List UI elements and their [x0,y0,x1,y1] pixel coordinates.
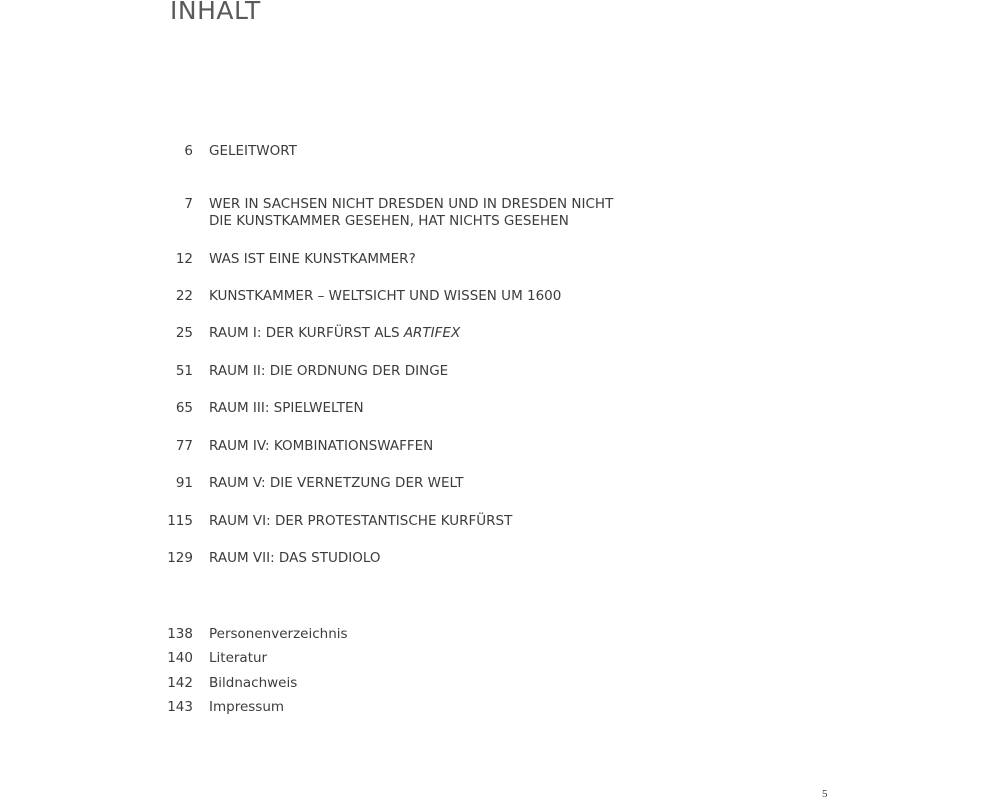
toc-page-number: 77 [175,438,193,454]
page-title: INHALT [170,0,261,25]
toc-entry-raum-7[interactable] [150,550,381,567]
toc-page-number: 6 [184,143,193,159]
toc-page-number: 115 [167,513,193,529]
toc-page-number: 140 [167,650,193,666]
toc-entry-title-line-2: DIE KUNSTKAMMER GESEHEN, HAT NICHTS GESEHEN [209,213,569,229]
toc-page-number: 143 [167,699,193,715]
toc-page-number: 91 [175,475,193,491]
toc-entry-title: RAUM VI: DER PROTESTANTISCHE KURFÜRST [209,513,513,529]
toc-entry-title [209,196,613,230]
toc-entry-title-roman: RAUM I: DER KURFÜRST ALS [209,325,404,341]
toc-entry-title: RAUM III: SPIELWELTEN [209,400,364,416]
toc-page-number: 25 [175,325,193,341]
toc-page-number: 7 [184,196,193,212]
appendix-entry-title: Bildnachweis [209,675,298,691]
toc-page-number: 142 [167,675,193,691]
toc-entry-raum-3[interactable] [150,400,364,417]
toc-page-number: 51 [175,363,193,379]
appendix-entry-bildnachweis[interactable] [150,675,297,692]
toc-entry-title: GELEITWORT [209,143,297,159]
toc-entry-title: RAUM VII: DAS STUDIOLO [209,550,381,566]
toc-entry-raum-2[interactable] [150,363,448,380]
toc-entry-title [209,325,460,342]
toc-page-number: 138 [167,626,193,642]
toc-entry-title: RAUM IV: KOMBINATIONSWAFFEN [209,438,434,454]
page-number-folio: 5 [822,788,828,800]
appendix-entry-literatur[interactable] [150,650,267,667]
toc-entry-weltsicht[interactable] [150,288,561,305]
appendix-entry-title: Impressum [209,699,285,715]
toc-entry-raum-1[interactable] [150,325,460,342]
toc-page-number: 129 [167,550,193,566]
toc-entry-intro[interactable] [150,196,613,230]
toc-entry-kunstkammer[interactable] [150,251,416,268]
toc-entry-title-line-1: WER IN SACHSEN NICHT DRESDEN UND IN DRESDEN NICHT [209,196,614,212]
appendix-entry-personenverzeichnis[interactable] [150,626,348,643]
toc-page-number: 12 [175,251,193,267]
appendix-entry-title: Literatur [209,650,268,666]
toc-page-number: 22 [175,288,193,304]
toc-entry-title: WAS IST EINE KUNSTKAMMER? [209,251,416,267]
toc-entry-geleitwort[interactable] [150,143,297,160]
toc-entry-raum-5[interactable] [150,475,463,492]
toc-page-number: 65 [175,400,193,416]
toc-entry-title: RAUM II: DIE ORDNUNG DER DINGE [209,363,449,379]
toc-entry-title: KUNSTKAMMER – WELTSICHT UND WISSEN UM 1600 [209,288,562,304]
toc-entry-raum-6[interactable] [150,513,512,530]
appendix-entry-impressum[interactable] [150,699,284,716]
toc-entry-title-italic: ARTIFEX [403,325,461,341]
appendix-entry-title: Personenverzeichnis [209,626,348,642]
toc-entry-title: RAUM V: DIE VERNETZUNG DER WELT [209,475,464,491]
toc-entry-raum-4[interactable] [150,438,433,455]
